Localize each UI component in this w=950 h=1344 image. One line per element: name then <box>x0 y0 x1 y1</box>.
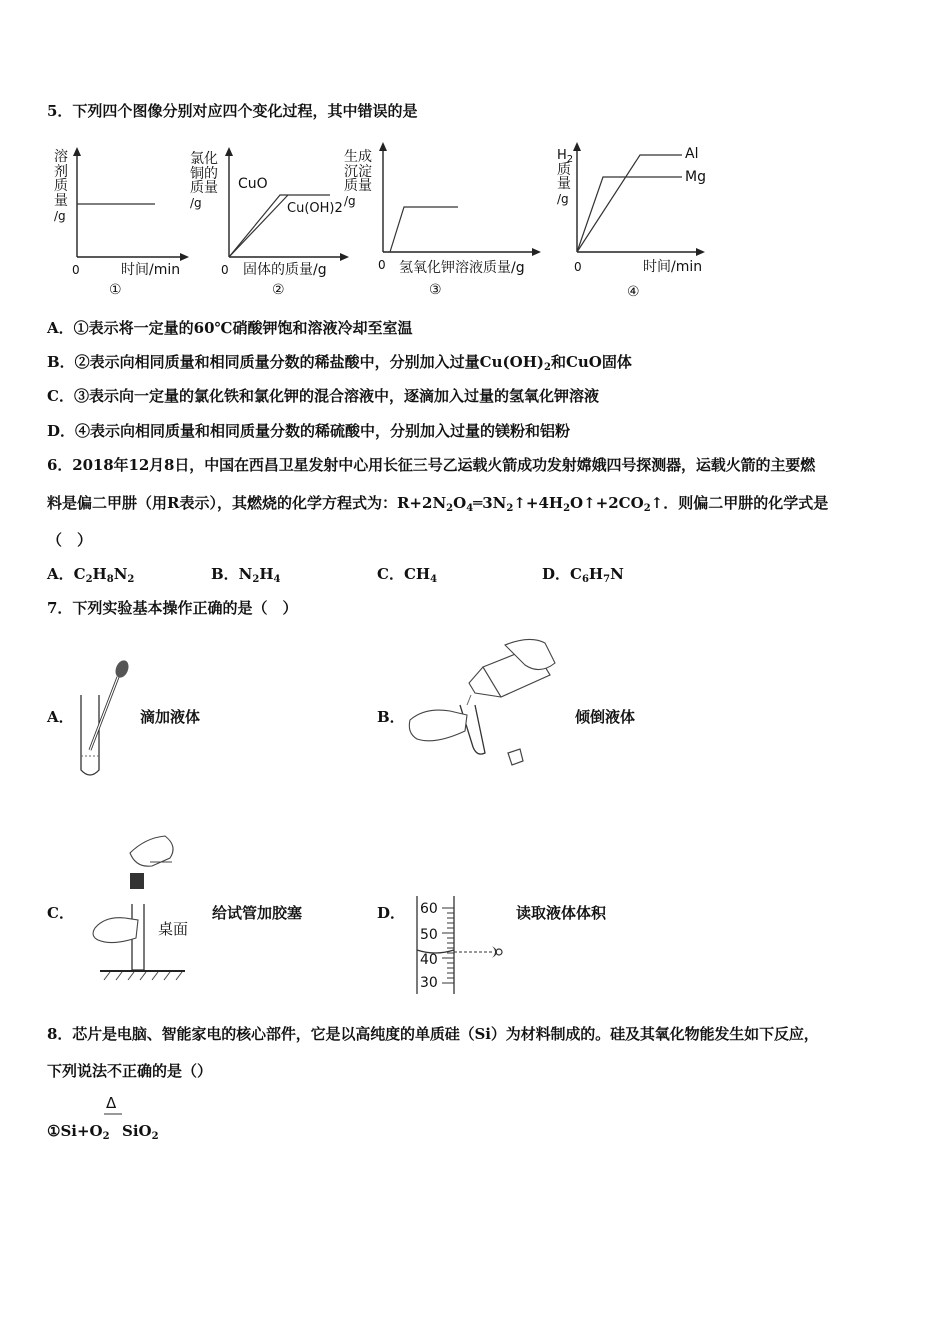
q6-option-c: C．$CH_4$ <box>377 565 438 585</box>
reaction-arrow-line <box>104 1113 124 1117</box>
q6-option-d: D．$C_6H_7N$ <box>542 565 624 585</box>
reaction-left: $①Si+O_2$ <box>47 1122 110 1142</box>
scale-40: 40 <box>420 952 438 968</box>
graph-4-number: ④ <box>627 284 640 300</box>
q8-line-2: 下列说法不正确的是（） <box>47 1062 213 1080</box>
graph-2-ylabel: 氯化 铜的 质量 /g <box>190 151 218 211</box>
desk-label: 桌面 <box>158 920 189 938</box>
graph-1-number: ① <box>109 282 122 298</box>
q5-option-a: A．①表示将一定量的60℃硝酸钾饱和溶液冷却至室温 <box>47 319 413 337</box>
graph-2-xlabel: 固体的质量/g <box>243 262 327 278</box>
q7-option-b-caption: 倾倒液体 <box>575 708 636 726</box>
q6-option-b: B．$N_2H_4$ <box>211 565 281 585</box>
scale-60: 60 <box>420 901 438 917</box>
graph-3-ylabel: 生成 沉淀 质量 /g <box>344 149 372 209</box>
reaction-right: SiO$_2$ <box>122 1122 159 1142</box>
q6-line-1: 6．2018年12月8日，中国在西昌卫星发射中心用长征三号乙运载火箭成功发射嫦娥四号探测器，运载火箭的主要燃 <box>47 456 816 474</box>
q7-option-c-letter: C． <box>47 904 74 922</box>
graph-3-origin: 0 <box>378 258 386 272</box>
q7-option-d-caption: 读取液体体积 <box>516 904 607 922</box>
dropper-test-tube-image <box>75 655 145 785</box>
q7-option-a-letter: A． <box>47 708 74 726</box>
q7-stem: 7．下列实验基本操作正确的是（ ） <box>47 599 298 617</box>
graph-4-xlabel: 时间/min <box>643 259 703 275</box>
graph-4-line-mg: Mg <box>685 169 706 185</box>
graph-4-origin: 0 <box>574 260 582 274</box>
stopper-test-tube-image <box>90 828 200 988</box>
q5-option-b: B．②表示向相同质量和相同质量分数的稀盐酸中，分别加入过量$Cu(OH)_2$和CuO固体 <box>47 353 632 373</box>
scale-50: 50 <box>420 927 438 943</box>
pouring-liquid-image <box>405 635 565 775</box>
scale-30: 30 <box>420 975 438 991</box>
q8-line-1: 8．芯片是电脑、智能家电的核心部件，它是以高纯度的单质硅（Si）为材料制成的。硅及其氧化物能发生如下反应， <box>47 1025 819 1043</box>
graph-2-line-cuo: CuO <box>238 176 268 192</box>
q6-line-2: 料是偏二甲肼（用R表示），其燃烧的化学方程式为：$R+2N_2O_4═3N_2↑+4H_2O↑+2CO_2↑$．则偏二甲肼的化学式是 <box>47 494 829 514</box>
graph-1-xlabel: 时间/min <box>121 262 181 278</box>
graph-4-line-al: Al <box>685 146 699 162</box>
graph-1-plot <box>70 145 190 275</box>
graph-4-ylabel: $H_2$ 质 量 /g <box>557 148 574 207</box>
q7-option-a-caption: 滴加液体 <box>140 708 201 726</box>
q7-option-c-caption: 给试管加胶塞 <box>212 904 303 922</box>
q7-option-b-letter: B． <box>377 708 405 726</box>
graph-2-origin: 0 <box>221 263 229 277</box>
graph-3-xlabel: 氢氧化钾溶液质量/g <box>399 260 525 276</box>
graph-3-plot <box>376 140 546 260</box>
graph-2-number: ② <box>272 282 285 298</box>
graph-1-ylabel: 溶 剂 质 量 /g <box>54 149 68 223</box>
q5-option-c: C．③表示向一定量的氯化铁和氯化钾的混合溶液中，逐滴加入过量的氢氧化钾溶液 <box>47 387 599 405</box>
q6-answer-paren: （ ） <box>47 531 93 549</box>
graph-2-line-cuoh2: Cu(OH)2 <box>287 201 343 216</box>
q6-option-a: A．$C_2H_8N_2$ <box>47 565 135 585</box>
reaction-condition: Δ <box>106 1094 117 1112</box>
graph-3-number: ③ <box>429 282 442 298</box>
q5-stem: 5．下列四个图像分别对应四个变化过程，其中错误的是 <box>47 102 418 120</box>
q5-option-d: D．④表示向相同质量和相同质量分数的稀硫酸中，分别加入过量的镁粉和铝粉 <box>47 422 571 440</box>
graph-1-origin: 0 <box>72 263 80 277</box>
q7-option-d-letter: D． <box>377 904 406 922</box>
